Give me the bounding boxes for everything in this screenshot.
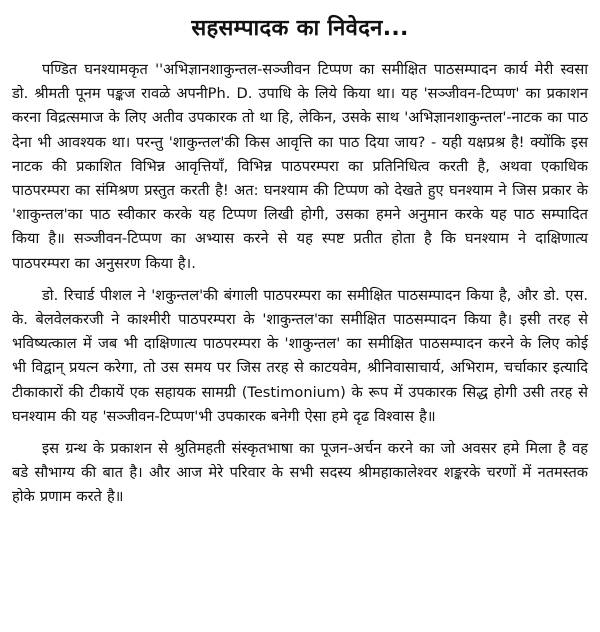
paragraph-2: डो. रिचार्ड पीशल ने 'शकुन्तल'की बंगाली पाठपरम्परा का समीक्षित पाठसम्पादन किया है, और डो. एस. के. बेलवेलकरजी ने काश्मीरी पाठपरम्परा के 'शाकुन्तल'का समीक्षित पाठसम्पादन किया है। इसी तरह से भविष्यत्काल में जब भी दाक्षिणात्य पाठपरम्परा के 'शाकुन्तल' का समीक्षित पाठसम्पादन करने के लिए कोई भी विद्वान् प्रयत्न करेगा, तो उस समय पर जिस तरह से काटयवेम, श्रीनिवासाचार्य, अभिराम, चर्चाकार इत्यादि टीकाकारों की टीकायें एक सहायक सामग्री (Testimonium) के रूप में उपकारक सिद्ध होगी उसी तरह से घनश्याम की यह 'सञ्जीवन-टिप्पण'भी उपकारक बनेगी ऐसा हमे दृढ विश्वास है॥	[12, 286, 588, 425]
paragraph-1: पण्डित घनश्यामकृत ''अभिज्ञानशाकुन्तल-सञ्जीवन टिप्पण का समीक्षित पाठसम्पादन कार्य मेरी स्वसा डो. श्रीमती पूनम पङ्कज रावळे अपनीPh. D. उपाधि के लिये किया था। यह 'सञ्जीवन-टिप्पण' का प्रकाशन करना विद्रत्समाज के लिए अतीव उपकारक तो था हि, लेकिन, उसके साथ 'अभिज्ञानशाकुन्तल'-नाटक का पाठ देना भी आवश्यक था। परन्तु 'शाकुन्तल'की किस आवृत्ति का पाठ दिया जाय? - यही यक्षप्रश्र है! क्योंकि इस नाटक की प्रकाशित विभिन्न आवृत्तियाँ, विभिन्न पाठपरम्परा का प्रतिनिधित्व करती है, अथवा एकाधिक पाठपरम्परा का संमिश्रण प्रस्तुत करती है! अत: घनश्याम की टिप्पण को देखते हुए घनश्याम ने जिस प्रकार के 'शाकुन्तल'का पाठ स्वीकार करके यह टिप्पण लिखी होगी, उसका हमने अनुमान करके यह पाठ सम्पादित किया है॥ सञ्जीवन-टिप्पण का अभ्यास करने से यह स्पष्ट प्रतीत होता है कि घनश्याम ने दाक्षिणात्य पाठपरम्परा का अनुसरण किया है।.	[12, 61, 588, 272]
page-title: सहसम्पादक का निवेदन...	[191, 16, 409, 41]
paragraph-3: इस ग्रन्थ के प्रकाशन से श्रुतिमहती संस्कृतभाषा का पूजन-अर्चन करने का जो अवसर हमे मिला है वह बडे सौभाग्य की बात है। और आज मेरे परिवार के सभी सदस्य श्रीमहाकालेश्वर शङ्करके चरणों में नतमस्तक होके प्रणाम करते है॥	[12, 440, 588, 506]
